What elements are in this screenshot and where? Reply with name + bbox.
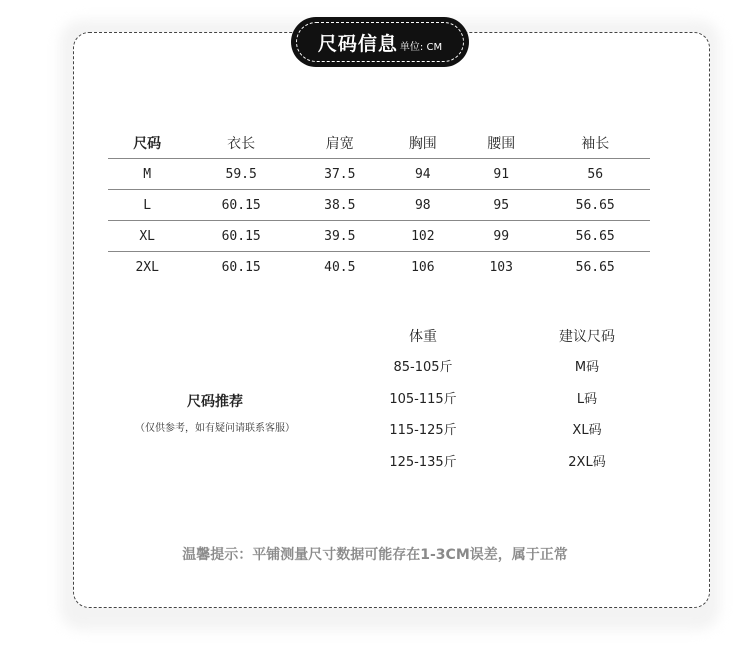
column-header: 衣长 bbox=[186, 128, 296, 159]
suggested-size-cell: XL码 bbox=[572, 423, 602, 438]
table-cell: 60.15 bbox=[221, 259, 261, 275]
size-info-card bbox=[73, 32, 710, 608]
suggested-size-cell: 2XL码 bbox=[568, 454, 606, 470]
table-cell: M bbox=[108, 159, 186, 190]
table-cell: 39.5 bbox=[296, 221, 384, 252]
table-cell: 56 bbox=[540, 159, 650, 190]
suggested-size-cell: M码 bbox=[574, 360, 600, 375]
weight-cell: 115-125斤 bbox=[389, 423, 457, 438]
table-cell: 60.15 bbox=[186, 190, 296, 221]
weight-cell: 125-135斤 bbox=[389, 454, 457, 470]
column-header: 腰围 bbox=[462, 128, 540, 159]
table-cell: 94 bbox=[384, 159, 462, 190]
table-cell: 103 bbox=[489, 259, 513, 275]
suggested-size-cell: L码 bbox=[576, 391, 598, 407]
title-badge bbox=[291, 17, 469, 67]
table-cell: 2XL bbox=[135, 259, 159, 275]
weight-cell: 85-105斤 bbox=[393, 360, 453, 375]
weight-column bbox=[348, 326, 498, 483]
table-cell: 106 bbox=[411, 259, 435, 275]
table-cell: 56.65 bbox=[575, 259, 615, 275]
table-cell: 37.5 bbox=[296, 159, 384, 190]
table-cell: 60.15 bbox=[186, 221, 296, 252]
recommendation-note: （仅供参考，如有疑问请联系客服） bbox=[135, 423, 295, 434]
table-cell: 98 bbox=[384, 190, 462, 221]
table-cell: 59.5 bbox=[186, 159, 296, 190]
unit-label: 单位: CM bbox=[399, 41, 443, 53]
table-cell: 95 bbox=[462, 190, 540, 221]
table-cell: 102 bbox=[384, 221, 462, 252]
weight-header: 体重 bbox=[409, 329, 437, 345]
table-row bbox=[108, 221, 650, 252]
table-cell: 56.65 bbox=[540, 221, 650, 252]
size-table bbox=[108, 128, 650, 282]
measurement-tip: 温馨提示：平铺测量尺寸数据可能存在1-3CM误差，属于正常 bbox=[182, 547, 568, 563]
table-cell: 99 bbox=[462, 221, 540, 252]
column-header: 尺码 bbox=[108, 128, 186, 159]
table-cell: 38.5 bbox=[296, 190, 384, 221]
table-row bbox=[108, 190, 650, 221]
table-cell: 56.65 bbox=[540, 190, 650, 221]
suggested-size-header: 建议尺码 bbox=[559, 329, 615, 345]
column-header: 袖长 bbox=[540, 128, 650, 159]
table-cell: XL bbox=[108, 221, 186, 252]
weight-cell: 105-115斤 bbox=[389, 391, 457, 407]
page-title: 尺码信息 bbox=[317, 32, 398, 55]
table-row bbox=[108, 159, 650, 190]
table-header-row bbox=[108, 128, 650, 159]
table-cell: 40.5 bbox=[324, 259, 356, 275]
column-header: 肩宽 bbox=[296, 128, 384, 159]
table-cell: L bbox=[108, 190, 186, 221]
table-cell: 91 bbox=[462, 159, 540, 190]
suggested-size-column bbox=[512, 326, 662, 483]
column-header: 胸围 bbox=[384, 128, 462, 159]
recommendation-title: 尺码推荐 bbox=[187, 394, 243, 410]
table-row bbox=[108, 252, 650, 283]
